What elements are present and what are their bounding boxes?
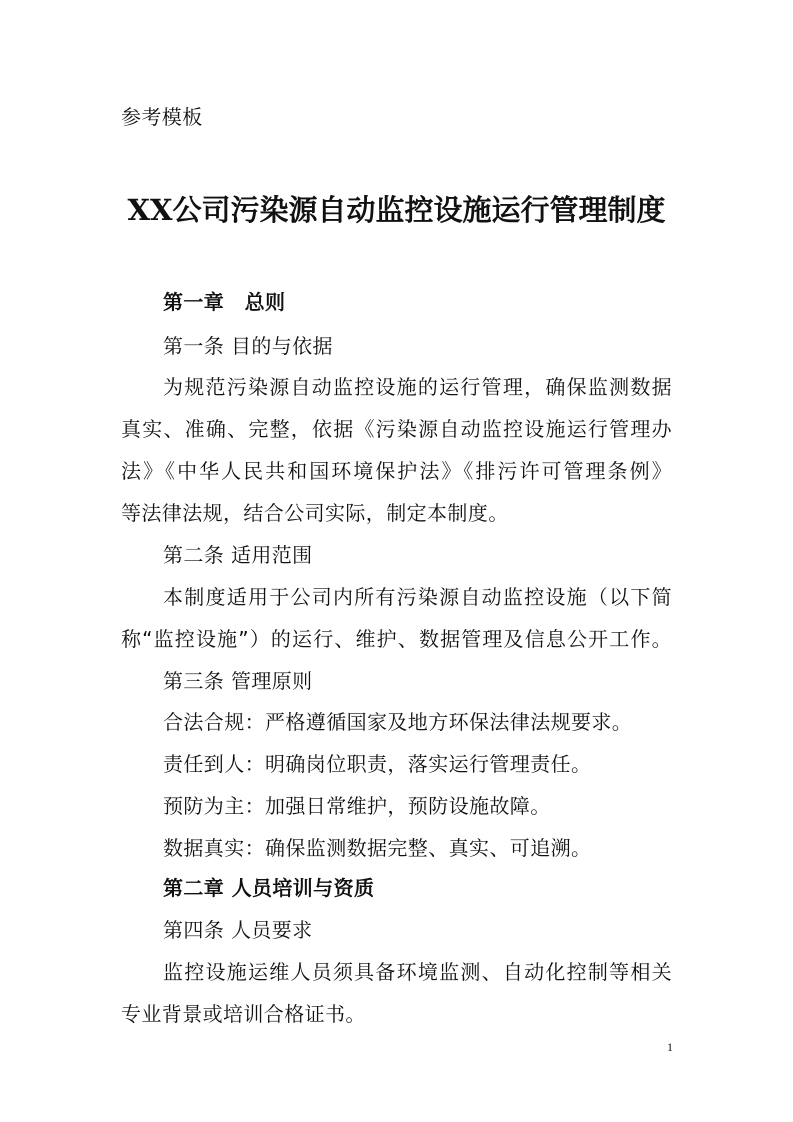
principle-item: 责任到人：明确岗位职责，落实运行管理责任。 <box>163 752 592 776</box>
article-heading: 第二条 适用范围 <box>163 543 313 567</box>
paragraph-line: 本制度适用于公司内所有污染源自动监控设施（以下简 <box>163 585 672 609</box>
paragraph-line: 专业背景或培训合格证书。 <box>121 1002 366 1026</box>
principle-item: 数据真实：确保监测数据完整、真实、可追溯。 <box>163 836 592 860</box>
chapter-heading: 第二章 人员培训与资质 <box>163 876 375 900</box>
paragraph-line: 真实、准确、完整，依据《污染源自动监控设施运行管理办 <box>121 417 672 441</box>
chapter-heading: 第一章 总则 <box>163 290 286 314</box>
paragraph-line: 法》《中华人民共和国环境保护法》《排污许可管理条例》 <box>121 459 672 483</box>
principle-item: 预防为主：加强日常维护，预防设施故障。 <box>163 794 551 818</box>
template-label: 参考模板 <box>121 105 203 129</box>
principle-item: 合法合规：严格遵循国家及地方环保法律法规要求。 <box>163 710 633 734</box>
article-heading: 第三条 管理原则 <box>163 669 313 693</box>
paragraph-line: 等法律法规，结合公司实际，制定本制度。 <box>121 501 509 525</box>
page-number: 1 <box>667 1040 673 1054</box>
paragraph-line: 监控设施运维人员须具备环境监测、自动化控制等相关 <box>163 960 672 984</box>
paragraph-line: 称“监控设施”）的运行、维护、数据管理及信息公开工作。 <box>121 627 672 651</box>
paragraph-line: 为规范污染源自动监控设施的运行管理，确保监测数据 <box>163 375 672 399</box>
article-heading: 第四条 人员要求 <box>163 918 313 942</box>
document-title: XX公司污染源自动监控设施运行管理制度 <box>127 193 666 227</box>
article-heading: 第一条 目的与依据 <box>163 334 333 358</box>
